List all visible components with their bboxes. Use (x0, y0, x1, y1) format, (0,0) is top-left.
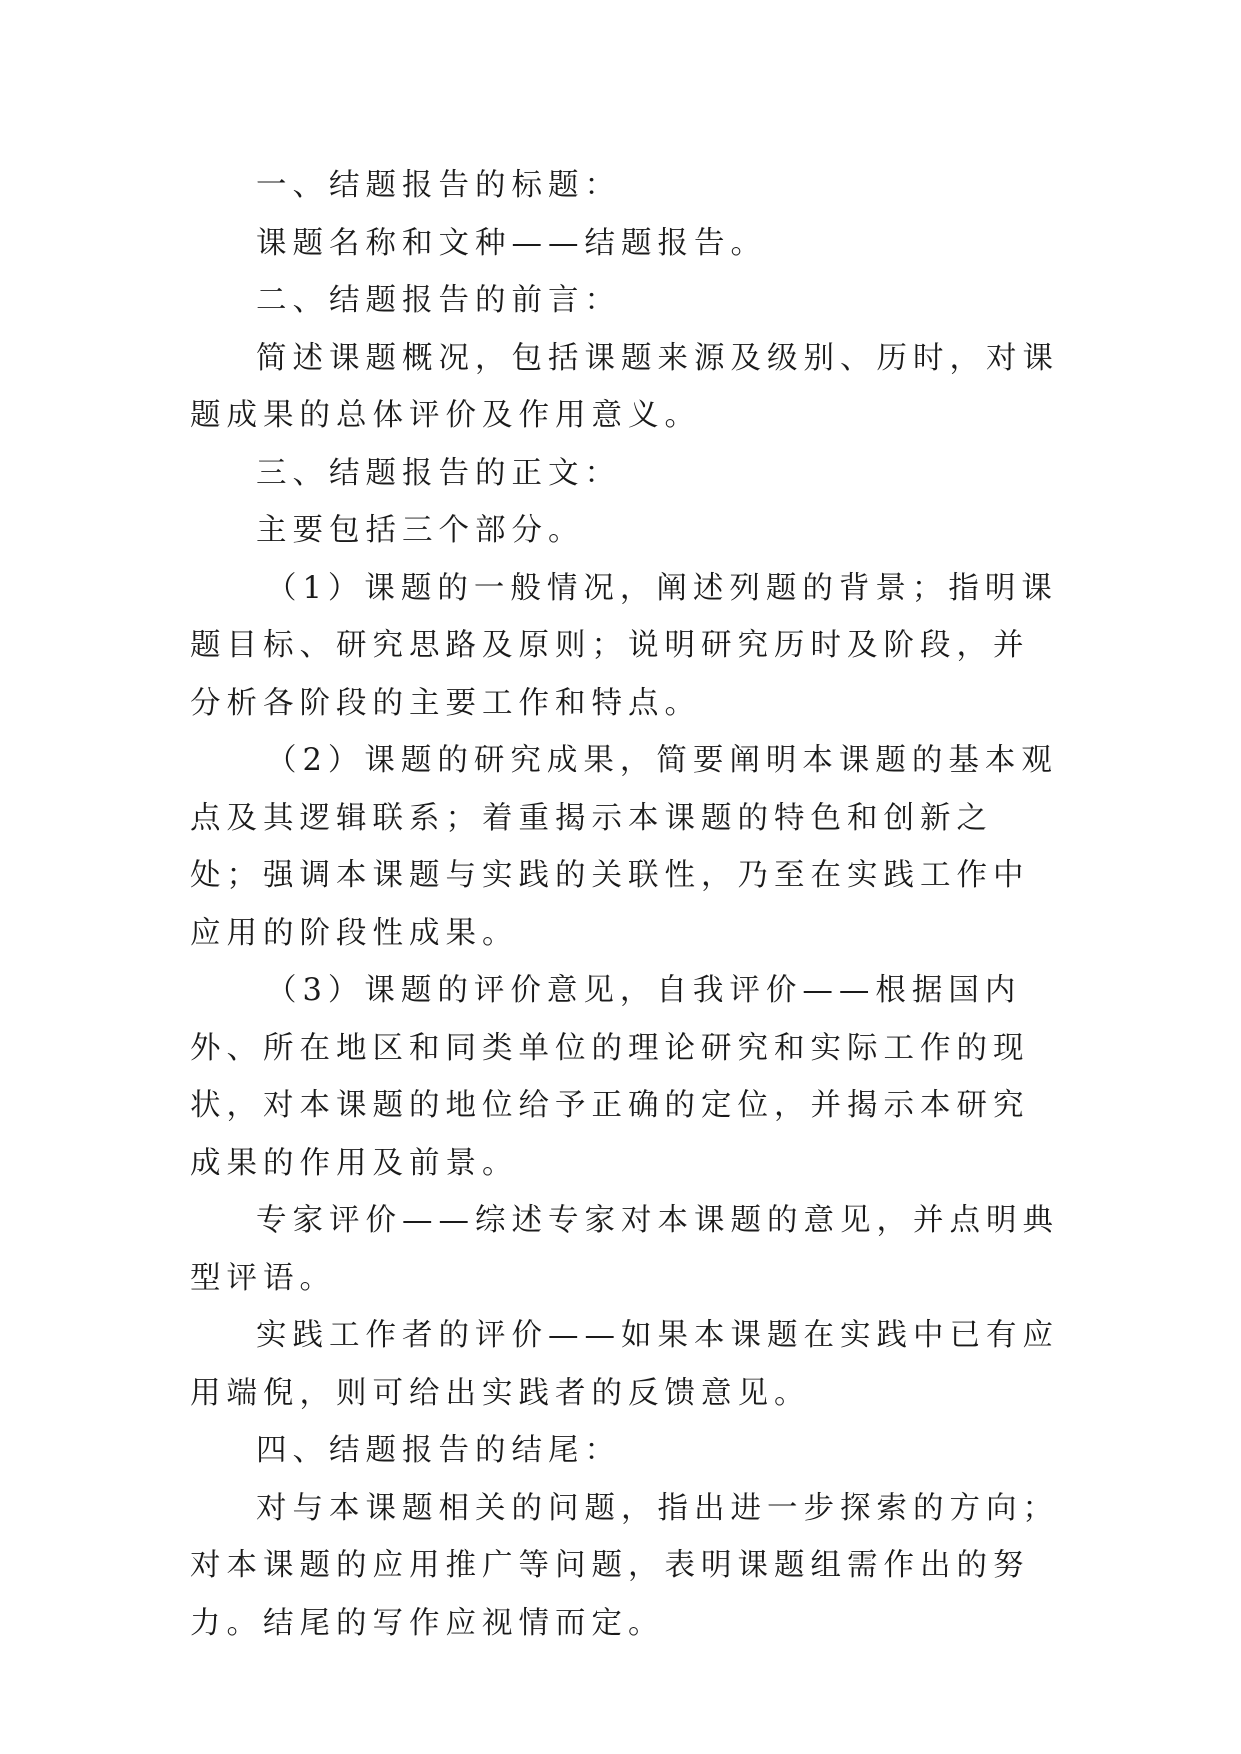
heading-ending-section: 四、结题报告的结尾： (256, 1433, 621, 1468)
list-item-research-results: （2）课题的研究成果，简要阐明本课题的基本观点及其逻辑联系；着重揭示本课题的特色和创新之处；强调本课题与实践的关联性，乃至在实践工作中应用的阶段性成果。 (190, 743, 1058, 951)
paragraph-title-content: 课题名称和文种——结题报告。 (256, 225, 767, 261)
heading-title-section: 一、结题报告的标题： (256, 168, 621, 203)
paragraph-body-intro: 主要包括三个部分。 (256, 513, 585, 548)
paragraph-preface-content: 简述课题概况，包括课题来源及级别、历时，对课题成果的总体评价及作用意义。 (190, 340, 1059, 433)
list-item-evaluation: （3）课题的评价意见，自我评价——根据国内外、所在地区和同类单位的理论研究和实际工作的现状，对本课题的地位给予正确的定位，并揭示本研究成果的作用及前景。 (190, 973, 1030, 1181)
paragraph-practitioner-evaluation: 实践工作者的评价——如果本课题在实践中已有应用端倪，则可给出实践者的反馈意见。 (190, 1318, 1059, 1411)
heading-body-section: 三、结题报告的正文： (256, 455, 621, 491)
list-item-general-situation: （1）课题的一般情况，阐述列题的背景；指明课题目标、研究思路及原则；说明研究历时及阶段，并分析各阶段的主要工作和特点。 (190, 570, 1058, 721)
document-body (190, 157, 1060, 1652)
paragraph-expert-evaluation: 专家评价——综述专家对本课题的意见，并点明典型评语。 (190, 1203, 1059, 1296)
paragraph-ending-content: 对与本课题相关的问题，指出进一步探索的方向；对本课题的应用推广等问题，表明课题组需作出的努力。结尾的写作应视情而定。 (190, 1490, 1059, 1641)
heading-preface-section: 二、结题报告的前言： (256, 283, 621, 318)
